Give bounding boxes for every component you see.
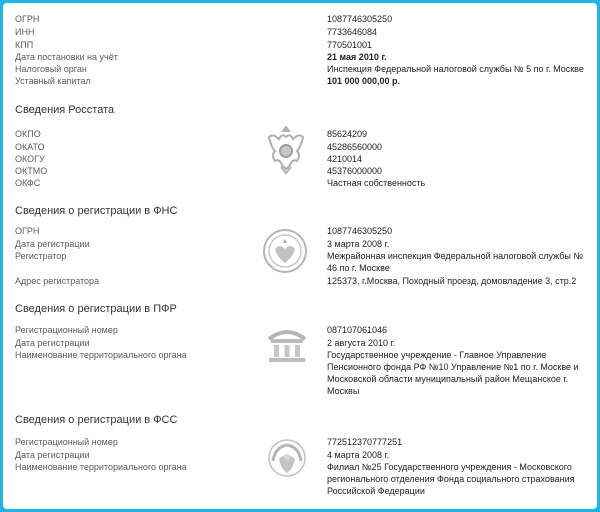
fns-emblem-icon xyxy=(261,227,309,275)
fns-registrar-label: Регистратор xyxy=(15,251,67,261)
okpo-value: 85624209 xyxy=(327,129,368,139)
fns-date-label: Дата регистрации xyxy=(15,239,90,249)
kpp-label: КПП xyxy=(15,40,34,50)
inn-value: 7733646084 xyxy=(327,27,378,37)
oktmo-value: 45376000000 xyxy=(327,166,383,176)
fns-registrar-value-line2: 46 по г. Москве xyxy=(327,263,390,273)
capital-label: Уставный капитал xyxy=(15,76,91,86)
fns-ogrn-label: ОГРН xyxy=(15,226,40,236)
fss-organ-value-line3: Российской Федерации xyxy=(327,486,425,496)
fss-section-title: Сведения о регистрации в ФСС xyxy=(15,414,178,426)
fns-address-label: Адрес регистратора xyxy=(15,276,100,286)
fns-section-title: Сведения о регистрации в ФНС xyxy=(15,205,178,217)
fss-organ-label: Наименование территориального органа xyxy=(15,462,187,472)
okogu-label: ОКОГУ xyxy=(15,154,45,164)
fns-registrar-value-line1: Межрайонная инспекция Федеральной налоговой службы № xyxy=(327,251,584,261)
fss-date-value: 4 марта 2008 г. xyxy=(327,450,390,460)
pfr-organ-label: Наименование территориального органа xyxy=(15,350,187,360)
pfr-number-value: 087107061046 xyxy=(327,325,388,335)
okfs-value: Частная собственность xyxy=(327,178,426,188)
kpp-value: 770501001 xyxy=(327,40,373,50)
okfs-label: ОКФС xyxy=(15,178,41,188)
tax-office-value: Инспекция Федеральной налоговой службы № 5 по г. Москве xyxy=(327,64,584,74)
inn-label: ИНН xyxy=(15,27,35,37)
ogrn-value: 1087746305250 xyxy=(327,14,393,24)
pfr-section-title: Сведения о регистрации в ПФР xyxy=(15,303,177,315)
capital-value: 101 000 000,00 р. xyxy=(327,76,401,86)
fss-organ-value-line1: Филиал №25 Государственного учреждения - Московского xyxy=(327,462,572,472)
company-details-card xyxy=(3,3,597,509)
eagle-emblem-icon xyxy=(263,123,309,175)
pfr-organ-value-line2: Пенсионного фонда РФ №10 Управление №1 по г. Москве и xyxy=(327,362,579,372)
reg-date-value: 21 мая 2010 г. xyxy=(327,52,387,62)
oktmo-label: ОКТМО xyxy=(15,166,48,176)
pfr-organ-value-line4: Москвы xyxy=(327,386,360,396)
rosstat-section-title: Сведения Росстата xyxy=(15,104,115,116)
pfr-organ-value-line3: Московской области муниципальный район Мещанское г. xyxy=(327,374,569,384)
fss-organ-value-line2: регионального отделения Фонда социального страхования xyxy=(327,474,575,484)
pfr-emblem-icon xyxy=(265,325,309,365)
tax-office-label: Налоговый орган xyxy=(15,64,87,74)
fss-date-label: Дата регистрации xyxy=(15,450,90,460)
pfr-date-label: Дата регистрации xyxy=(15,338,90,348)
okato-label: ОКАТО xyxy=(15,142,45,152)
okpo-label: ОКПО xyxy=(15,129,41,139)
fss-number-label: Регистрационный номер xyxy=(15,437,118,447)
ogrn-label: ОГРН xyxy=(15,14,40,24)
pfr-organ-value-line1: Государственное учреждение - Главное Управление xyxy=(327,350,547,360)
fns-date-value: 3 марта 2008 г. xyxy=(327,239,390,249)
pfr-number-label: Регистрационный номер xyxy=(15,325,118,335)
okogu-value: 4210014 xyxy=(327,154,363,164)
okato-value: 45286560000 xyxy=(327,142,383,152)
fns-ogrn-value: 1087746305250 xyxy=(327,226,393,236)
fss-emblem-icon xyxy=(265,437,309,479)
fns-address-value: 125373, г.Москва, Походный проезд, домовладение 3, стр.2 xyxy=(327,276,577,286)
pfr-date-value: 2 августа 2010 г. xyxy=(327,338,396,348)
reg-date-label: Дата постановки на учёт xyxy=(15,52,118,62)
fss-number-value: 772512370777251 xyxy=(327,437,403,447)
